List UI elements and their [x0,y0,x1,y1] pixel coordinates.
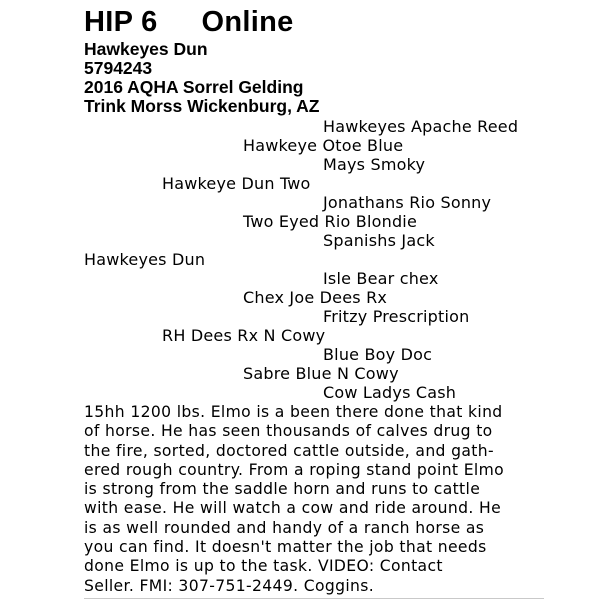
description-line: is as well rounded and handy of a ranch horse as [84,518,485,537]
pedigree-dam-dam: Sabre Blue N Cowy [243,364,399,383]
pedigree-sire-sire-sire: Hawkeyes Apache Reed [323,117,519,136]
pedigree-dam-sire-dam: Fritzy Prescription [323,307,470,326]
description-line: the fire, sorted, doctored cattle outside, and gath- [84,441,494,460]
pedigree-sire-dam: Two Eyed Rio Blondie [243,212,417,231]
registration-number: 5794243 [84,58,153,78]
pedigree-dam-sire: Chex Joe Dees Rx [243,288,388,307]
description-line: is strong from the saddle horn and runs to cattle [84,480,481,499]
divider [84,598,544,599]
pedigree-dam-dam-dam: Cow Ladys Cash [323,383,457,402]
description-line: done Elmo is up to the task. VIDEO: Contact [84,557,443,576]
horse-description: 2016 AQHA Sorrel Gelding [84,77,304,97]
description-line: of horse. He has seen thousands of calves drug to [84,422,493,441]
hip-title [84,8,294,37]
pedigree-dam-sire-sire: Isle Bear chex [323,269,439,288]
description-line: ered rough country. From a roping stand point Elmo [84,460,505,479]
pedigree-dam-dam-sire: Blue Boy Doc [323,345,433,364]
horse-description-paragraph [84,403,544,596]
hip-number: HIP 6 [84,6,158,38]
pedigree-sire-sire: Hawkeye Otoe Blue [243,136,404,155]
pedigree-subject: Hawkeyes Dun [84,250,206,269]
pedigree-sire-dam-sire: Jonathans Rio Sonny [323,193,492,212]
description-line: with ease. He will watch a cow and ride around. He [84,499,502,518]
pedigree-dam: RH Dees Rx N Cowy [162,326,326,345]
horse-name: Hawkeyes Dun [84,39,208,59]
pedigree-sire-dam-dam: Spanishs Jack [323,231,435,250]
description-line: you can find. It doesn't matter the job that needs [84,538,487,557]
description-line: 15hh 1200 lbs. Elmo is a been there done that kind [84,403,503,421]
online-status: Online [201,6,294,38]
pedigree-sire: Hawkeye Dun Two [162,174,311,193]
consignor-location: Trink Morss Wickenburg, AZ [84,96,320,116]
pedigree-sire-sire-dam: Mays Smoky [323,155,426,174]
description-line: Seller. FMI: 307-751-2449. Coggins. [84,576,375,595]
